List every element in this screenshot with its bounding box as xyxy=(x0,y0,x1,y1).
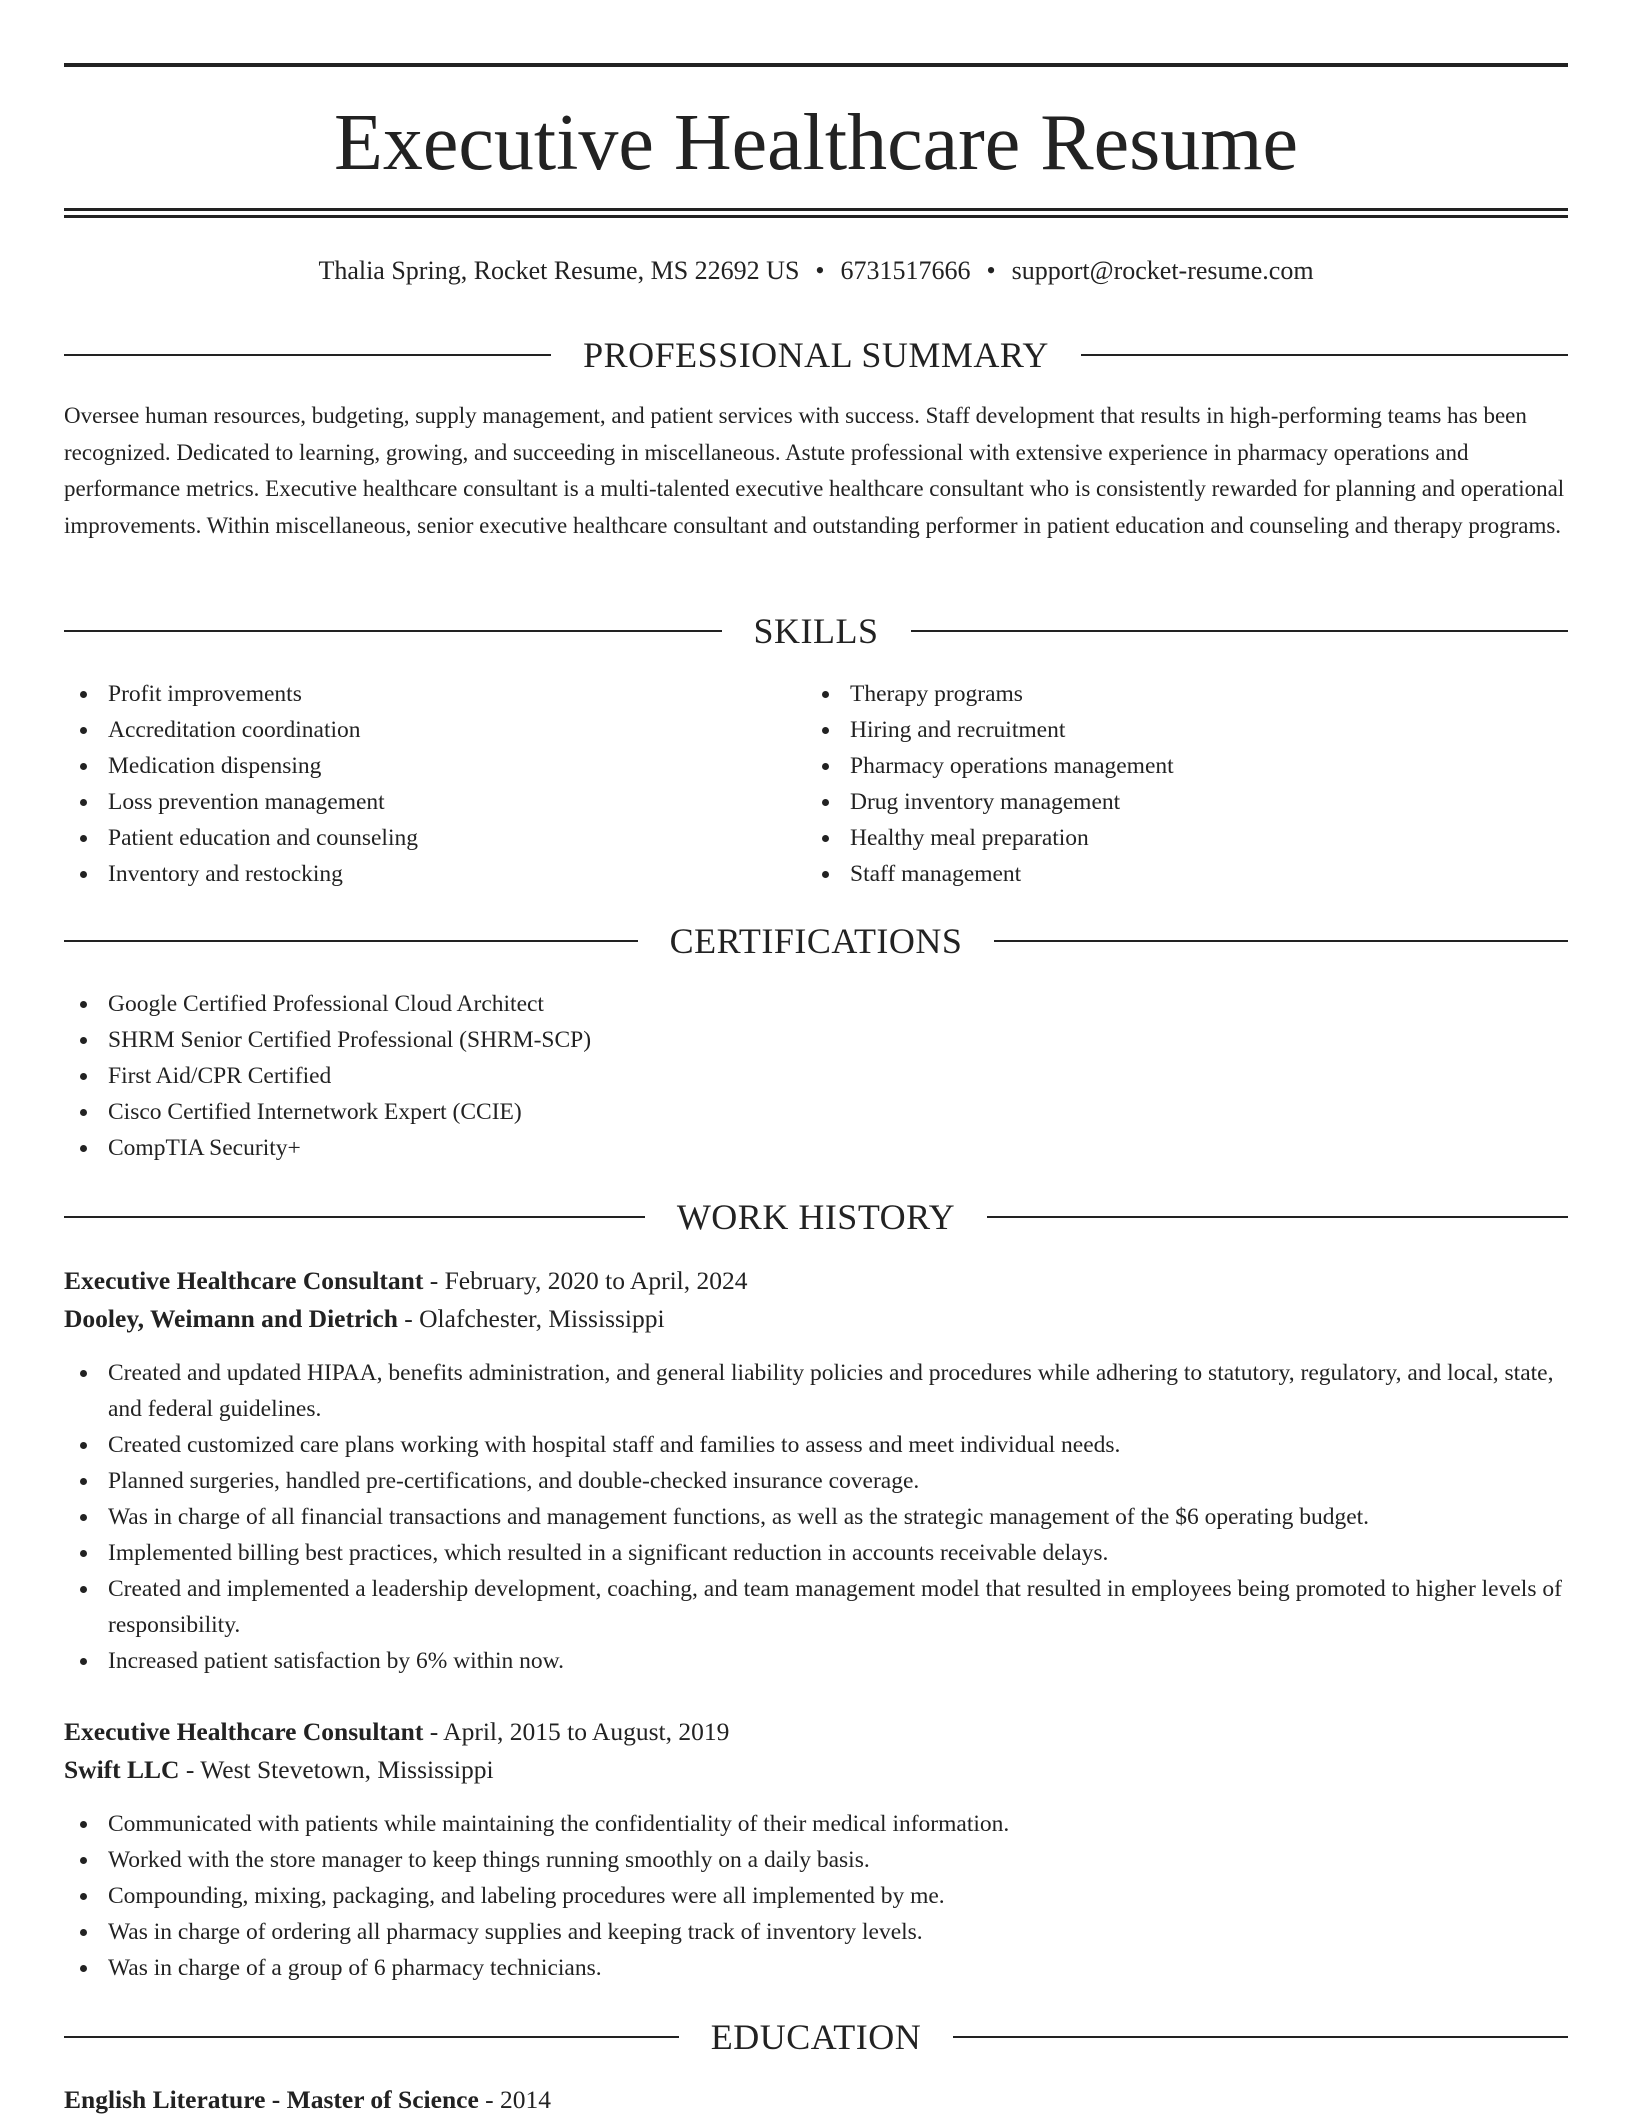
list-item: Healthy meal preparation xyxy=(806,820,1566,856)
job-company: Dooley, Weimann and Dietrich xyxy=(64,1304,398,1333)
job-bullets xyxy=(64,1355,1568,1679)
certifications-list xyxy=(64,986,1564,1166)
heading-rule xyxy=(64,940,638,942)
title-rule-upper xyxy=(64,208,1568,211)
list-item: Worked with the store manager to keep things running smoothly on a daily basis. xyxy=(64,1842,1568,1878)
list-item: SHRM Senior Certified Professional (SHRM-SCP) xyxy=(64,1022,1564,1058)
list-item: Google Certified Professional Cloud Architect xyxy=(64,986,1564,1022)
contact-phone: 6731517666 xyxy=(840,256,971,285)
section-heading-work-history xyxy=(64,1195,1568,1239)
job-title-line xyxy=(64,1713,1568,1751)
list-item: Therapy programs xyxy=(806,676,1566,712)
list-item: Profit improvements xyxy=(64,676,804,712)
job-bullets xyxy=(64,1806,1568,1986)
top-rule xyxy=(64,63,1568,67)
section-heading-education xyxy=(64,2015,1568,2059)
heading-rule xyxy=(994,940,1568,942)
job-location: - West Stevetown, Mississippi xyxy=(185,1755,494,1784)
list-item: Increased patient satisfaction by 6% within now. xyxy=(64,1643,1568,1679)
list-item: Planned surgeries, handled pre-certifications, and double-checked insurance coverage. xyxy=(64,1463,1568,1499)
list-item: Created and implemented a leadership development, coaching, and team management model that resulted in employees being promoted to higher levels of responsibility. xyxy=(64,1571,1568,1643)
education-year: - 2014 xyxy=(485,2085,552,2114)
skills-list-right xyxy=(806,676,1566,892)
heading-rule xyxy=(64,354,551,356)
list-item: Patient education and counseling xyxy=(64,820,804,856)
job-company: Swift LLC xyxy=(64,1755,180,1784)
job-title: Executive Healthcare Consultant xyxy=(64,1717,424,1746)
list-item: Was in charge of all financial transactions and management functions, as well as the strategic management of the $6 operating budget. xyxy=(64,1499,1568,1535)
list-item: Staff management xyxy=(806,856,1566,892)
list-item: Pharmacy operations management xyxy=(806,748,1566,784)
job-location: - Olafchester, Mississippi xyxy=(404,1304,665,1333)
list-item: Medication dispensing xyxy=(64,748,804,784)
job-title: Executive Healthcare Consultant xyxy=(64,1266,424,1295)
heading-rule xyxy=(1081,354,1568,356)
summary-text: Oversee human resources, budgeting, supply management, and patient services with success. Staff development that results in high-performing teams has been recognized. Dedicated to learning, growing, and succeeding in miscellaneous. Astute professional with extensive experience in pharmacy operations and performance metrics. Executive healthcare consultant is a multi-talented executive healthcare consultant who is consistently rewarded for planning and operational improvements. Within miscellaneous, senior executive healthcare consultant and outstanding performer in patient education and counseling and therapy programs. xyxy=(64,403,1565,538)
section-title: CERTIFICATIONS xyxy=(669,921,963,961)
section-title: WORK HISTORY xyxy=(676,1197,956,1237)
list-item: Was in charge of a group of 6 pharmacy technicians. xyxy=(64,1950,1568,1986)
heading-rule xyxy=(987,1216,1568,1218)
heading-rule xyxy=(64,1216,645,1218)
title-rule-lower xyxy=(64,215,1568,218)
resume-title: Executive Healthcare Resume xyxy=(334,99,1298,187)
section-heading-skills xyxy=(64,609,1568,653)
list-item: Compounding, mixing, packaging, and labeling procedures were all implemented by me. xyxy=(64,1878,1568,1914)
list-item: Was in charge of ordering all pharmacy supplies and keeping track of inventory levels. xyxy=(64,1914,1568,1950)
education-entry xyxy=(64,2081,1568,2119)
job-dates: - April, 2015 to August, 2019 xyxy=(429,1717,730,1746)
section-title: PROFESSIONAL SUMMARY xyxy=(583,335,1049,375)
contact-separator: • xyxy=(986,256,996,285)
list-item: Created customized care plans working with hospital staff and families to assess and meet individual needs. xyxy=(64,1427,1568,1463)
contact-address: Thalia Spring, Rocket Resume, MS 22692 US xyxy=(318,256,800,285)
skills-list-left xyxy=(64,676,804,892)
job-title-line xyxy=(64,1262,1568,1300)
list-item: Created and updated HIPAA, benefits administration, and general liability policies and procedures while adhering to statutory, regulatory, and local, state, and federal guidelines. xyxy=(64,1355,1568,1427)
list-item: CompTIA Security+ xyxy=(64,1130,1564,1166)
list-item: First Aid/CPR Certified xyxy=(64,1058,1564,1094)
section-title: SKILLS xyxy=(753,611,879,651)
heading-rule xyxy=(911,630,1569,632)
heading-rule xyxy=(953,2036,1568,2038)
list-item: Accreditation coordination xyxy=(64,712,804,748)
heading-rule xyxy=(64,630,722,632)
section-heading-certifications xyxy=(64,919,1568,963)
section-heading-summary xyxy=(64,333,1568,377)
list-item: Hiring and recruitment xyxy=(806,712,1566,748)
contact-separator: • xyxy=(815,256,825,285)
job-dates: - February, 2020 to April, 2024 xyxy=(429,1266,748,1295)
contact-email: support@rocket-resume.com xyxy=(1011,256,1314,285)
resume-page xyxy=(64,0,1568,2112)
job-company-line xyxy=(64,1300,1568,1338)
list-item: Communicated with patients while maintaining the confidentiality of their medical information. xyxy=(64,1806,1568,1842)
list-item: Loss prevention management xyxy=(64,784,804,820)
list-item: Inventory and restocking xyxy=(64,856,804,892)
heading-rule xyxy=(64,2036,679,2038)
list-item: Cisco Certified Internetwork Expert (CCIE) xyxy=(64,1094,1564,1130)
section-title: EDUCATION xyxy=(710,2017,922,2057)
education-degree: English Literature - Master of Science xyxy=(64,2085,479,2114)
list-item: Implemented billing best practices, which resulted in a significant reduction in accounts receivable delays. xyxy=(64,1535,1568,1571)
contact-line xyxy=(64,254,1568,288)
list-item: Drug inventory management xyxy=(806,784,1566,820)
job-company-line xyxy=(64,1751,1568,1789)
